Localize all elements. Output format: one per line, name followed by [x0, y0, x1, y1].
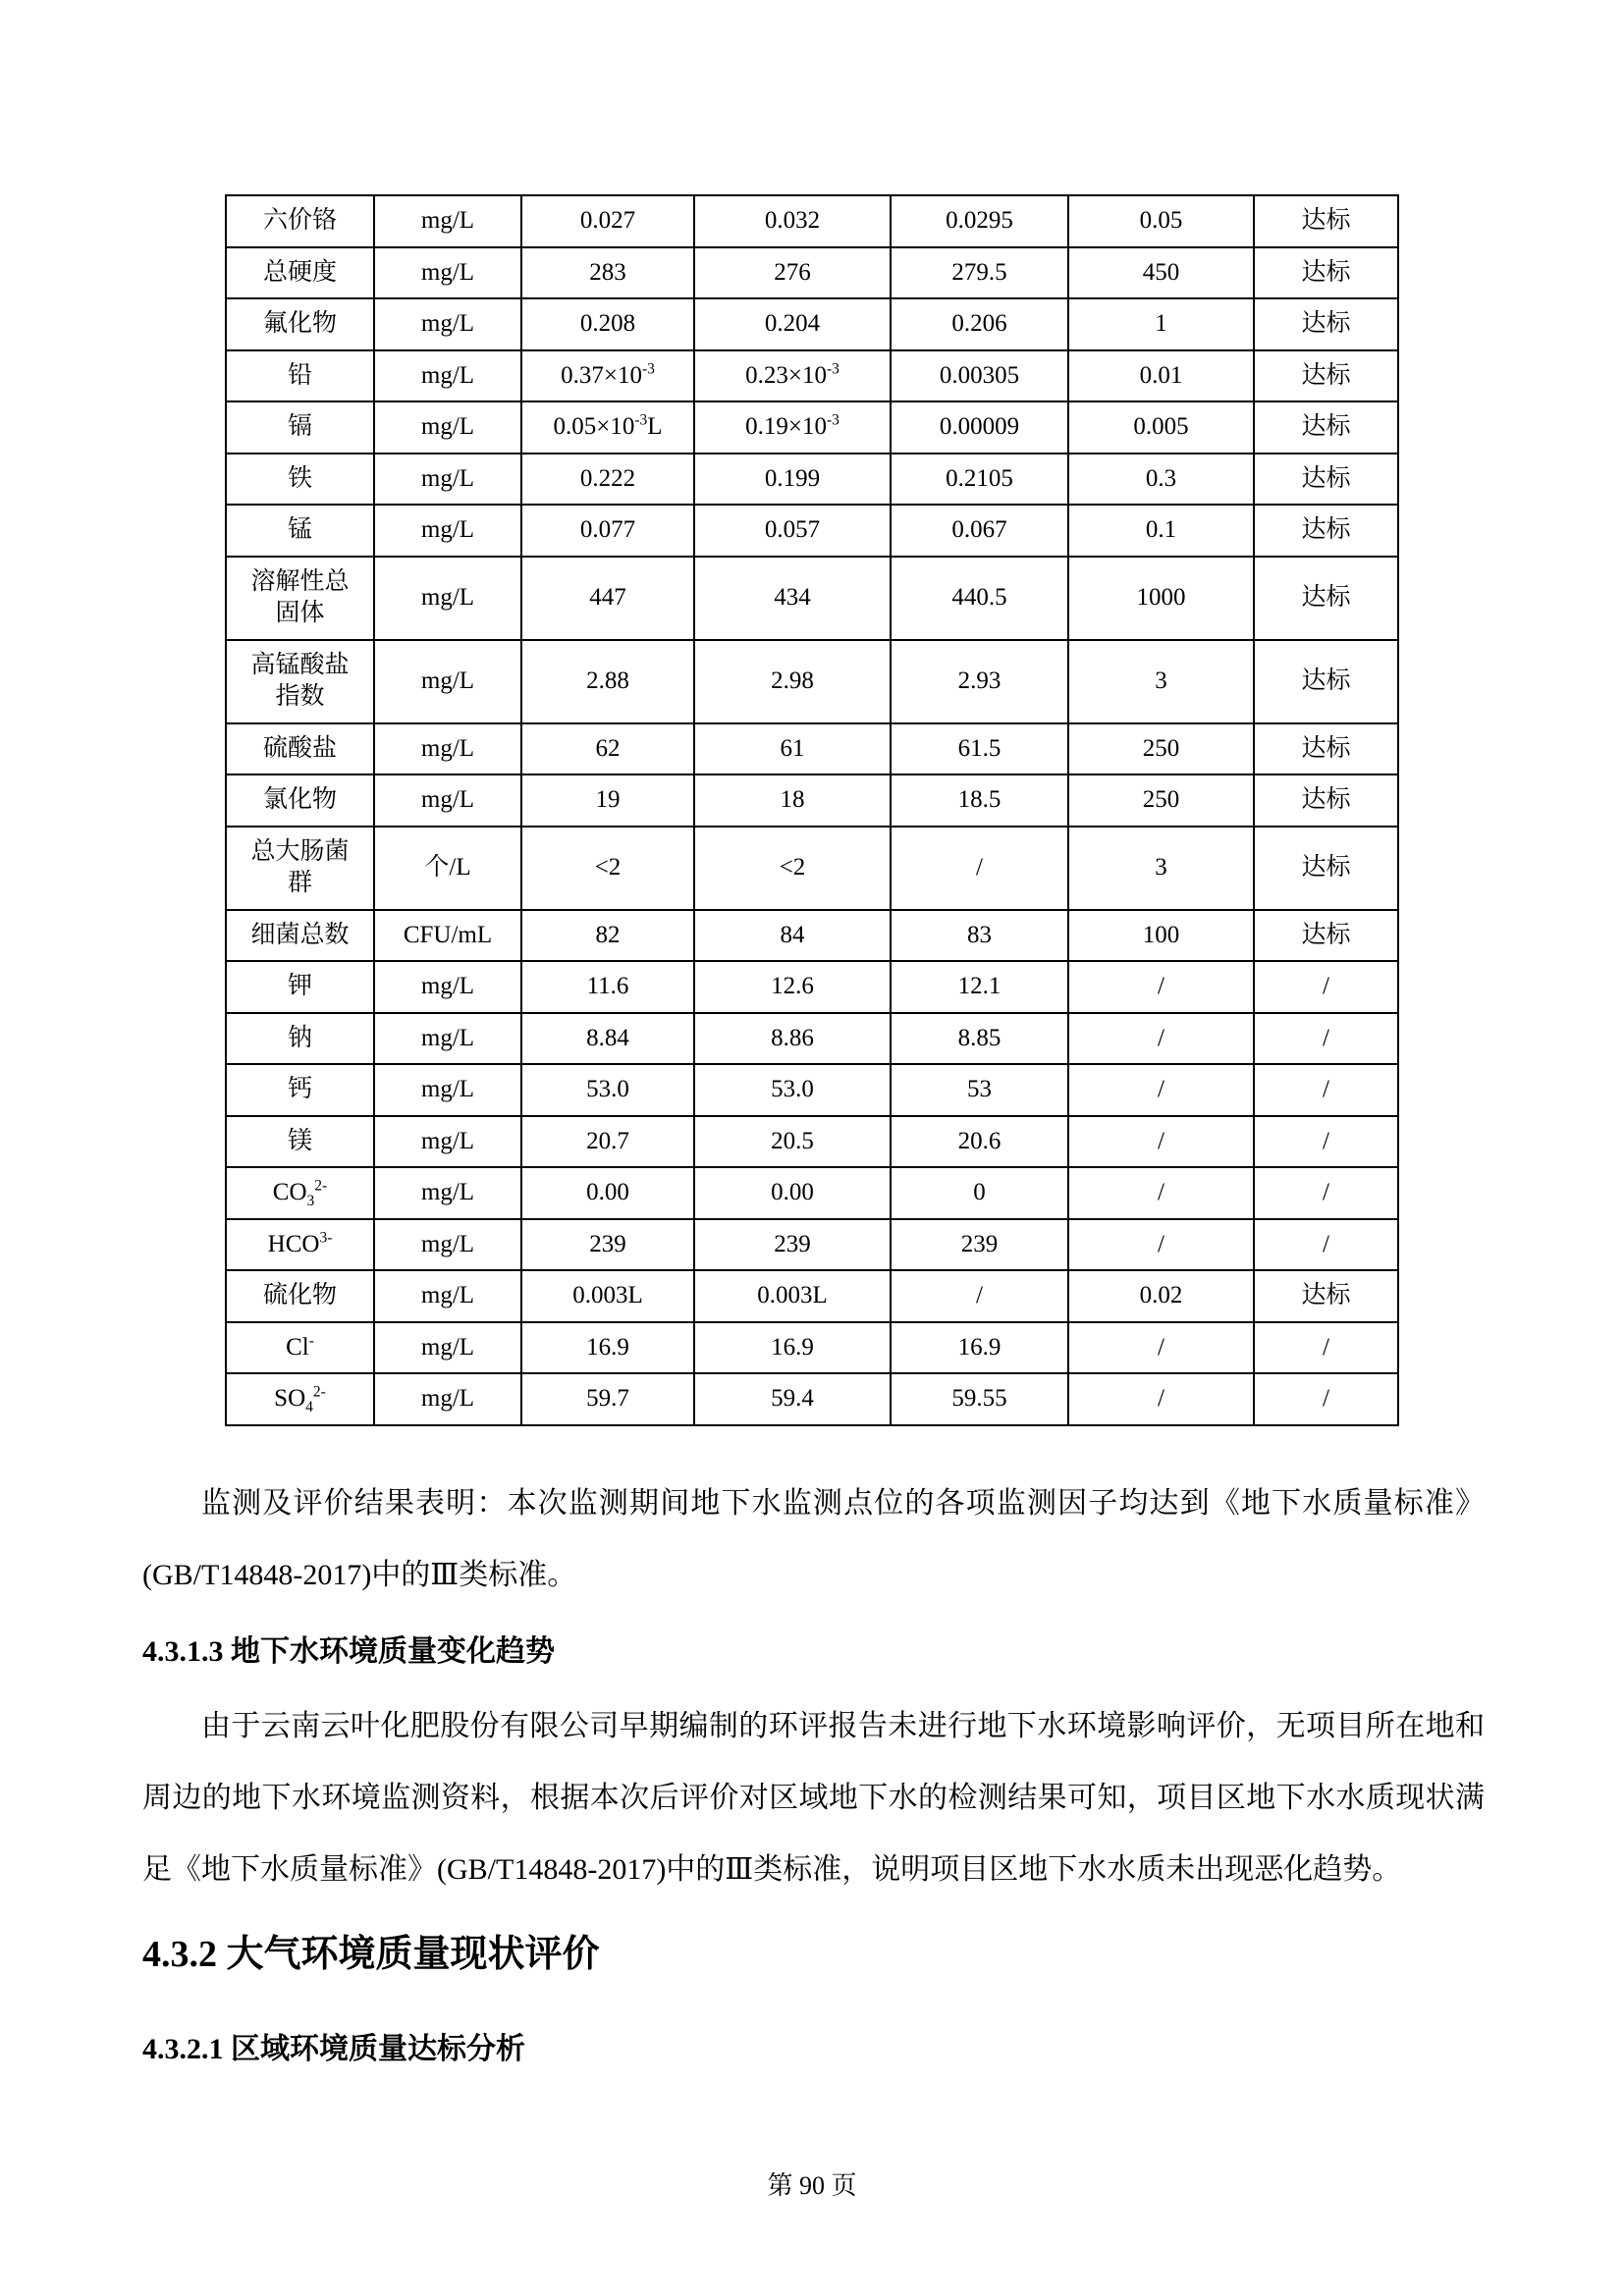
average-value-cell: 2.93 — [891, 640, 1068, 723]
monitor-value-2-cell: <2 — [694, 827, 891, 910]
compliance-result-cell: 达标 — [1254, 401, 1398, 454]
monitor-value-2-cell: $0.23\times 10^{-3}$ — [694, 350, 891, 402]
parameter-cell: 钙 — [226, 1064, 374, 1116]
compliance-result-cell: 达标 — [1254, 640, 1398, 723]
monitor-value-1-cell: <2 — [521, 827, 694, 910]
monitor-value-2-cell: 0.032 — [694, 195, 891, 247]
monitor-value-1-cell: 0.222 — [521, 454, 694, 506]
average-value-cell: 61.5 — [891, 723, 1068, 775]
monitor-value-2-cell: 0.057 — [694, 505, 891, 557]
standard-limit-cell: / — [1068, 1013, 1254, 1065]
monitor-value-2-cell: 12.6 — [694, 961, 891, 1013]
table-row — [226, 1013, 1398, 1065]
unit-cell: mg/L — [374, 1270, 521, 1322]
unit-cell: mg/L — [374, 961, 521, 1013]
monitor-value-2-cell: 59.4 — [694, 1373, 891, 1425]
average-value-cell: 440.5 — [891, 557, 1068, 640]
unit-cell: mg/L — [374, 454, 521, 506]
heading-air-quality: 4.3.2 大气环境质量现状评价 — [142, 1933, 600, 1975]
page-number: 第 90 页 — [767, 2171, 857, 2200]
monitor-value-1-cell: 19 — [521, 774, 694, 827]
monitor-value-2-cell: 18 — [694, 774, 891, 827]
compliance-result-cell: 达标 — [1254, 723, 1398, 775]
standard-limit-cell: / — [1068, 961, 1254, 1013]
average-value-cell: 59.55 — [891, 1373, 1068, 1425]
unit-cell: mg/L — [374, 1116, 521, 1168]
monitor-value-1-cell: 2.88 — [521, 640, 694, 723]
average-value-cell: 8.85 — [891, 1013, 1068, 1065]
compliance-result-cell: 达标 — [1254, 827, 1398, 910]
unit-cell: CFU/mL — [374, 910, 521, 962]
monitor-value-1-cell: 0.208 — [521, 298, 694, 350]
unit-cell: mg/L — [374, 401, 521, 454]
average-value-cell: 0.0295 — [891, 195, 1068, 247]
monitor-value-1-cell: 0.00 — [521, 1167, 694, 1219]
compliance-result-cell: 达标 — [1254, 910, 1398, 962]
average-value-cell: 16.9 — [891, 1322, 1068, 1374]
parameter-cell: 氟化物 — [226, 298, 374, 350]
unit-cell: mg/L — [374, 1373, 521, 1425]
table-row — [226, 1219, 1398, 1271]
monitor-value-2-cell: 434 — [694, 557, 891, 640]
monitor-value-1-cell: 53.0 — [521, 1064, 694, 1116]
heading-regional-attainment: 4.3.2.1 区域环境质量达标分析 — [142, 2032, 525, 2065]
monitor-value-1-cell: 239 — [521, 1219, 694, 1271]
unit-cell: mg/L — [374, 1219, 521, 1271]
average-value-cell: 279.5 — [891, 247, 1068, 299]
unit-cell: mg/L — [374, 1167, 521, 1219]
heading-groundwater-trend: 4.3.1.3 地下水环境质量变化趋势 — [142, 1634, 555, 1668]
parameter-cell: 总硬度 — [226, 247, 374, 299]
table-row — [226, 1116, 1398, 1168]
compliance-result-cell: 达标 — [1254, 505, 1398, 557]
monitor-value-1-cell: 0.027 — [521, 195, 694, 247]
table-row — [226, 827, 1398, 910]
monitor-value-2-cell: 0.00 — [694, 1167, 891, 1219]
parameter-cell: 镉 — [226, 401, 374, 454]
table-row — [226, 640, 1398, 723]
average-value-cell: 18.5 — [891, 774, 1068, 827]
monitor-value-2-cell: $0.19\times 10^{-3}$ — [694, 401, 891, 454]
parameter-cell: 镁 — [226, 1116, 374, 1168]
parameter-cell: 钠 — [226, 1013, 374, 1065]
parameter-cell: 细菌总数 — [226, 910, 374, 962]
monitor-value-2-cell: 53.0 — [694, 1064, 891, 1116]
compliance-result-cell: 达标 — [1254, 1270, 1398, 1322]
standard-limit-cell: 3 — [1068, 640, 1254, 723]
paragraph-monitoring-conclusion: 监测及评价结果表明：本次监测期间地下水监测点位的各项监测因子均达到《地下水质量标准》(GB/T14848-2017)中的Ⅲ类标准。 — [142, 1486, 1485, 1591]
compliance-result-cell: 达标 — [1254, 774, 1398, 827]
average-value-cell: 53 — [891, 1064, 1068, 1116]
unit-cell: mg/L — [374, 298, 521, 350]
standard-limit-cell: 450 — [1068, 247, 1254, 299]
average-value-cell: 0 — [891, 1167, 1068, 1219]
compliance-result-cell: / — [1254, 1219, 1398, 1271]
standard-limit-cell: / — [1068, 1167, 1254, 1219]
average-value-cell: 12.1 — [891, 961, 1068, 1013]
monitor-value-1-cell: 82 — [521, 910, 694, 962]
table-row — [226, 910, 1398, 962]
parameter-cell: 铅 — [226, 350, 374, 402]
paragraph-trend-analysis: 由于云南云叶化肥股份有限公司早期编制的环评报告未进行地下水环境影响评价，无项目所在地和周边的地下水环境监测资料，根据本次后评价对区域地下水的检测结果可知，项目区地下水水质现状满足《地下水质量标准》(GB/T14848-2017)中的Ⅲ类标准，说明项目区地下水水质未出现恶化趋势。 — [142, 1709, 1485, 1886]
compliance-result-cell: 达标 — [1254, 247, 1398, 299]
average-value-cell: 83 — [891, 910, 1068, 962]
standard-limit-cell: 1 — [1068, 298, 1254, 350]
table-row — [226, 1270, 1398, 1322]
monitor-value-2-cell: 239 — [694, 1219, 891, 1271]
table-row — [226, 298, 1398, 350]
monitor-value-2-cell: 61 — [694, 723, 891, 775]
table-row — [226, 723, 1398, 775]
monitor-value-2-cell: 276 — [694, 247, 891, 299]
compliance-result-cell: / — [1254, 1013, 1398, 1065]
standard-limit-cell: / — [1068, 1219, 1254, 1271]
unit-cell: mg/L — [374, 505, 521, 557]
parameter-cell: 锰 — [226, 505, 374, 557]
monitor-value-1-cell: 59.7 — [521, 1373, 694, 1425]
monitor-value-1-cell: 0.003L — [521, 1270, 694, 1322]
average-value-cell: 0.206 — [891, 298, 1068, 350]
monitor-value-1-cell: 0.077 — [521, 505, 694, 557]
table-body — [226, 195, 1398, 1425]
monitor-value-2-cell: 2.98 — [694, 640, 891, 723]
table-row — [226, 1064, 1398, 1116]
average-value-cell: 0.067 — [891, 505, 1068, 557]
table-row — [226, 1167, 1398, 1219]
standard-limit-cell: 0.1 — [1068, 505, 1254, 557]
unit-cell: mg/L — [374, 723, 521, 775]
monitor-value-1-cell: 62 — [521, 723, 694, 775]
parameter-cell: $CO_3^{2-}$ — [226, 1167, 374, 1219]
table-row — [226, 961, 1398, 1013]
parameter-cell: 六价铬 — [226, 195, 374, 247]
standard-limit-cell: 250 — [1068, 723, 1254, 775]
unit-cell: 个/L — [374, 827, 521, 910]
average-value-cell: 0.00305 — [891, 350, 1068, 402]
unit-cell: mg/L — [374, 1064, 521, 1116]
standard-limit-cell: 0.02 — [1068, 1270, 1254, 1322]
unit-cell: mg/L — [374, 557, 521, 640]
average-value-cell: 239 — [891, 1219, 1068, 1271]
parameter-cell: 硫化物 — [226, 1270, 374, 1322]
standard-limit-cell: 0.01 — [1068, 350, 1254, 402]
table-row — [226, 454, 1398, 506]
average-value-cell: 0.2105 — [891, 454, 1068, 506]
compliance-result-cell: / — [1254, 1064, 1398, 1116]
table-row — [226, 557, 1398, 640]
parameter-cell: 总大肠菌群 — [226, 827, 374, 910]
monitor-value-1-cell: 447 — [521, 557, 694, 640]
table-row — [226, 247, 1398, 299]
compliance-result-cell: / — [1254, 1322, 1398, 1374]
monitor-value-2-cell: 0.199 — [694, 454, 891, 506]
monitor-value-1-cell: 283 — [521, 247, 694, 299]
standard-limit-cell: / — [1068, 1373, 1254, 1425]
table-row — [226, 401, 1398, 454]
unit-cell: mg/L — [374, 1322, 521, 1374]
compliance-result-cell: 达标 — [1254, 195, 1398, 247]
compliance-result-cell: / — [1254, 961, 1398, 1013]
monitor-value-2-cell: 16.9 — [694, 1322, 891, 1374]
standard-limit-cell: 0.005 — [1068, 401, 1254, 454]
standard-limit-cell: 250 — [1068, 774, 1254, 827]
compliance-result-cell: 达标 — [1254, 350, 1398, 402]
parameter-cell: 钾 — [226, 961, 374, 1013]
monitor-value-2-cell: 84 — [694, 910, 891, 962]
standard-limit-cell: 100 — [1068, 910, 1254, 962]
compliance-result-cell: / — [1254, 1116, 1398, 1168]
compliance-result-cell: / — [1254, 1167, 1398, 1219]
average-value-cell: 20.6 — [891, 1116, 1068, 1168]
monitor-value-2-cell: 20.5 — [694, 1116, 891, 1168]
standard-limit-cell: / — [1068, 1064, 1254, 1116]
table-row — [226, 350, 1398, 402]
monitor-value-2-cell: 8.86 — [694, 1013, 891, 1065]
unit-cell: mg/L — [374, 195, 521, 247]
monitor-value-1-cell: $0.37\times 10^{-3}$ — [521, 350, 694, 402]
table-row — [226, 774, 1398, 827]
standard-limit-cell: 0.3 — [1068, 454, 1254, 506]
monitor-value-2-cell: 0.003L — [694, 1270, 891, 1322]
parameter-cell: $HCO^{3-}$ — [226, 1219, 374, 1271]
monitor-value-1-cell: 20.7 — [521, 1116, 694, 1168]
parameter-cell: 溶解性总固体 — [226, 557, 374, 640]
monitor-value-1-cell: 16.9 — [521, 1322, 694, 1374]
parameter-cell: 高锰酸盐指数 — [226, 640, 374, 723]
standard-limit-cell: 3 — [1068, 827, 1254, 910]
parameter-cell: $SO_4^{2-}$ — [226, 1373, 374, 1425]
table-row — [226, 1322, 1398, 1374]
compliance-result-cell: 达标 — [1254, 454, 1398, 506]
table-row — [226, 195, 1398, 247]
monitor-value-2-cell: 0.204 — [694, 298, 891, 350]
unit-cell: mg/L — [374, 247, 521, 299]
standard-limit-cell: / — [1068, 1116, 1254, 1168]
monitor-value-1-cell: 11.6 — [521, 961, 694, 1013]
table-row — [226, 1373, 1398, 1425]
parameter-cell: Cl- — [226, 1322, 374, 1374]
monitor-value-1-cell: 8.84 — [521, 1013, 694, 1065]
parameter-cell: 氯化物 — [226, 774, 374, 827]
standard-limit-cell: 0.05 — [1068, 195, 1254, 247]
groundwater-quality-table — [225, 194, 1399, 1426]
compliance-result-cell: 达标 — [1254, 557, 1398, 640]
unit-cell: mg/L — [374, 1013, 521, 1065]
compliance-result-cell: / — [1254, 1373, 1398, 1425]
average-value-cell: / — [891, 827, 1068, 910]
table-row — [226, 505, 1398, 557]
compliance-result-cell: 达标 — [1254, 298, 1398, 350]
parameter-cell: 硫酸盐 — [226, 723, 374, 775]
monitor-value-1-cell: $0.05\times 10^{-3}L$ — [521, 401, 694, 454]
average-value-cell: 0.00009 — [891, 401, 1068, 454]
average-value-cell: / — [891, 1270, 1068, 1322]
parameter-cell: 铁 — [226, 454, 374, 506]
unit-cell: mg/L — [374, 350, 521, 402]
unit-cell: mg/L — [374, 774, 521, 827]
unit-cell: mg/L — [374, 640, 521, 723]
standard-limit-cell: 1000 — [1068, 557, 1254, 640]
standard-limit-cell: / — [1068, 1322, 1254, 1374]
